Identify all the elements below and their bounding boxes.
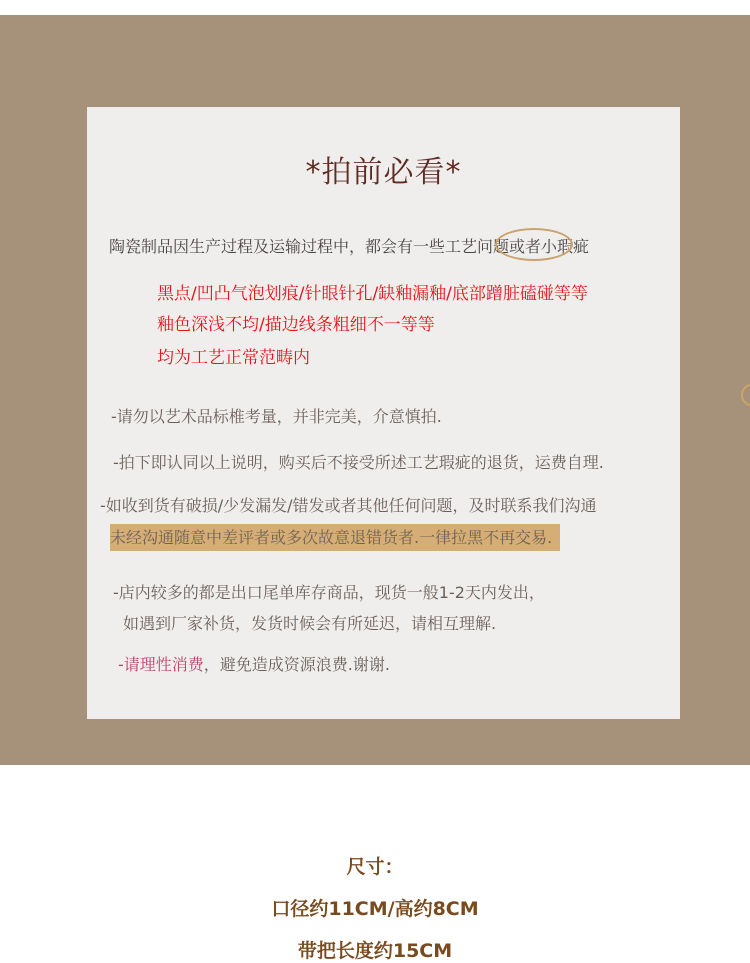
intro-text: 陶瓷制品因生产过程及运输过程中，都会有一些工艺问题或者小瑕疵	[109, 237, 590, 256]
spec-handle-length: 带把长度约15CM	[297, 940, 453, 962]
defect-line-3: 均为工艺正常范畴内	[157, 348, 310, 368]
notice-card	[87, 107, 680, 719]
spec-dimensions: 口径约11CM/高约8CM	[271, 898, 479, 920]
closing-line	[118, 652, 390, 675]
closing-prefix: -请理性消费	[118, 655, 204, 674]
defect-line-1: 黑点/凹凸气泡划痕/针眼针孔/缺釉漏釉/底部蹭脏磕碰等等	[157, 284, 588, 304]
highlighted-warning: 未经沟通随意中差评者或多次故意退错货者.一律拉黑不再交易.	[110, 524, 560, 551]
background-band	[0, 15, 750, 765]
shipping-line-1: -店内较多的都是出口尾单库存商品，现货一般1-2天内发出，	[113, 583, 545, 602]
note-line-2: -拍下即认同以上说明，购买后不接受所述工艺瑕疵的退货，运费自理.	[113, 453, 604, 472]
notice-title: *拍前必看*	[305, 155, 462, 190]
defect-line-2: 釉色深浅不均/描边线条粗细不一等等	[157, 315, 435, 335]
note-line-3: -如收到货有破损/少发漏发/错发或者其他任何问题，及时联系我们沟通	[100, 496, 597, 515]
shipping-line-2: 如遇到厂家补货，发货时候会有所延迟，请相互理解.	[123, 614, 497, 633]
circle-mark	[495, 228, 573, 261]
note-line-1: -请勿以艺术品标椎考量，并非完美，介意慎拍.	[111, 407, 442, 426]
edge-ring-mark	[741, 384, 750, 406]
spec-label: 尺寸：	[346, 856, 404, 878]
closing-suffix: ，避免造成资源浪费.谢谢.	[203, 655, 390, 674]
